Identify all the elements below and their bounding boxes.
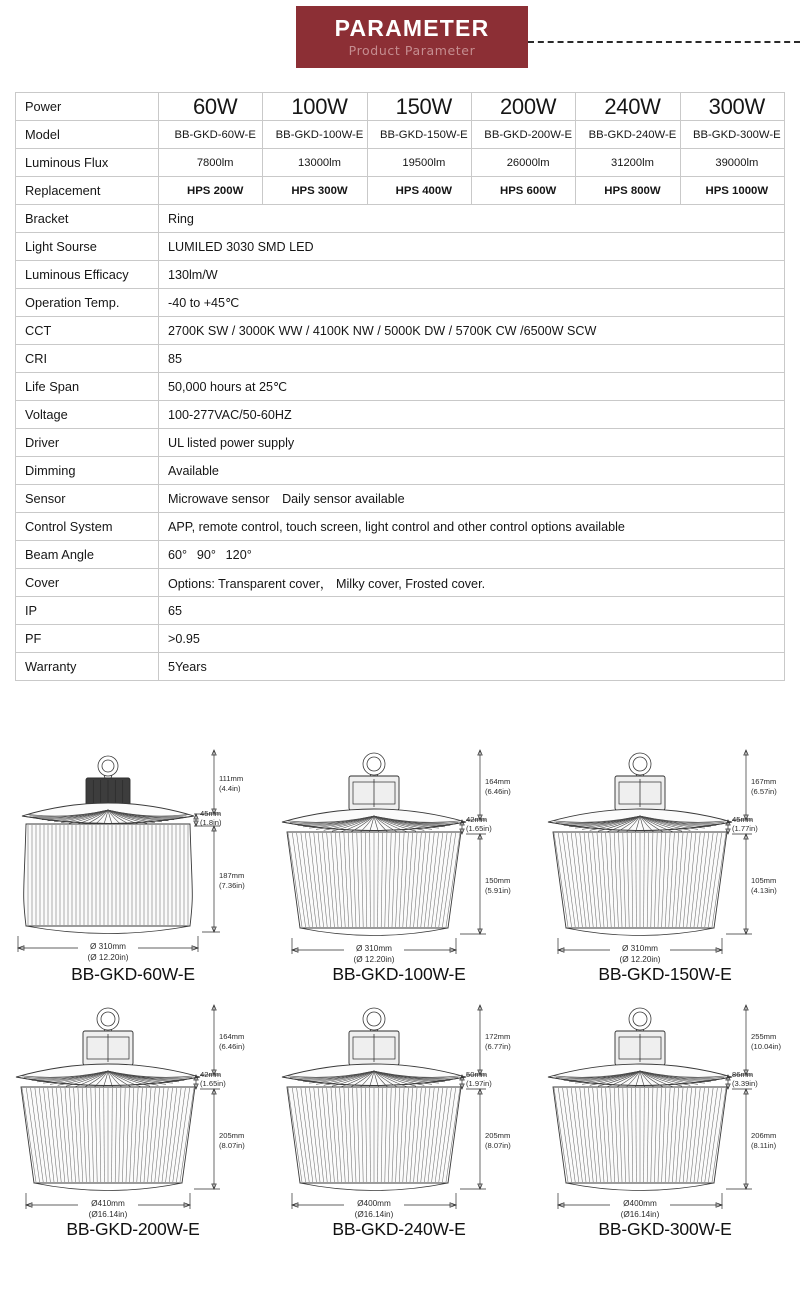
table-row [16, 93, 785, 121]
dim-mid-in: (1.97in) [466, 1079, 492, 1088]
row-label: Luminous Efficacy [16, 261, 159, 289]
dim-top-mm: 172mm [485, 1032, 511, 1041]
dim-mid-in: (1.8in) [200, 818, 222, 827]
row-label: CRI [16, 345, 159, 373]
dimension-drawing [0, 730, 266, 968]
row-label: Replacement [16, 177, 159, 205]
banner-subtitle: Product Parameter [348, 43, 476, 59]
table-row [16, 317, 785, 345]
row-label: Warranty [16, 653, 159, 681]
dim-diameter-in: (Ø 12.20in) [353, 955, 395, 964]
row-value: Available [159, 457, 785, 485]
cell-power-2: 150W [367, 93, 471, 121]
table-row [16, 457, 785, 485]
diagram-model-label: BB-GKD-100W-E [332, 964, 466, 984]
cell-model-2: BB-GKD-150W-E [367, 121, 471, 149]
dim-diameter-mm: Ø400mm [357, 1199, 391, 1208]
dim-top-in: (6.57in) [751, 787, 777, 796]
cell-rep-5: HPS 1000W [680, 177, 784, 205]
dim-top-mm: 167mm [751, 777, 777, 786]
table-row [16, 653, 785, 681]
cell-model-5: BB-GKD-300W-E [680, 121, 784, 149]
table-row [16, 625, 785, 653]
dim-top-in: (6.77in) [485, 1042, 511, 1051]
row-value: Ring [159, 205, 785, 233]
row-value: 5Years [159, 653, 785, 681]
row-label: Dimming [16, 457, 159, 485]
product-diagram-bb-gkd-150w-e [532, 730, 798, 985]
dim-bottom-in: (8.07in) [485, 1141, 511, 1150]
row-value: 2700K SW / 3000K WW / 4100K NW / 5000K DW / 5700K CW /6500W SCW [159, 317, 785, 345]
row-value: -40 to +45℃ [159, 289, 785, 317]
cell-model-3: BB-GKD-200W-E [471, 121, 575, 149]
cell-power-5: 300W [680, 93, 784, 121]
diagram-model-label: BB-GKD-300W-E [598, 1219, 732, 1239]
row-label: Beam Angle [16, 541, 159, 569]
dim-diameter-mm: Ø 310mm [356, 944, 392, 953]
row-label: Bracket [16, 205, 159, 233]
row-label: PF [16, 625, 159, 653]
cell-model-4: BB-GKD-240W-E [576, 121, 680, 149]
row-label: Cover [16, 569, 159, 597]
dim-top-mm: 111mm [219, 774, 244, 783]
row-value: 100-277VAC/50-60HZ [159, 401, 785, 429]
dim-mid-mm: 45mm [732, 815, 754, 824]
dim-top-mm: 255mm [751, 1032, 777, 1041]
row-value: 130lm/W [159, 261, 785, 289]
dim-mid-mm: 86mm [732, 1070, 754, 1079]
dim-mid-in: (1.65in) [200, 1079, 226, 1088]
dim-diameter-in: (Ø 12.20in) [87, 953, 129, 962]
row-value: 50,000 hours at 25℃ [159, 373, 785, 401]
dimension-drawing [266, 730, 532, 968]
table-row [16, 345, 785, 373]
dim-mid-mm: 42mm [466, 815, 488, 824]
row-label: Light Sourse [16, 233, 159, 261]
cell-power-0: 60W [159, 93, 263, 121]
header-banner-area [0, 0, 800, 76]
dim-top-in: (6.46in) [485, 787, 511, 796]
cell-flux-0: 7800lm [159, 149, 263, 177]
dim-mid-mm: 50mm [466, 1070, 488, 1079]
cell-power-4: 240W [576, 93, 680, 121]
table-row [16, 121, 785, 149]
table-row [16, 569, 785, 597]
cell-flux-2: 19500lm [367, 149, 471, 177]
row-label: Luminous Flux [16, 149, 159, 177]
cell-rep-1: HPS 300W [263, 177, 367, 205]
dim-top-mm: 164mm [219, 1032, 245, 1041]
cell-flux-3: 26000lm [471, 149, 575, 177]
row-label: Voltage [16, 401, 159, 429]
dim-bottom-mm: 105mm [751, 876, 777, 885]
dim-bottom-mm: 205mm [219, 1131, 245, 1140]
parameter-banner [296, 6, 528, 68]
banner-dashed-rule [528, 41, 800, 43]
row-label: Life Span [16, 373, 159, 401]
row-label: Model [16, 121, 159, 149]
dim-diameter-in: (Ø16.14in) [88, 1210, 128, 1219]
dim-mid-in: (1.65in) [466, 824, 492, 833]
cell-flux-1: 13000lm [263, 149, 367, 177]
row-value: 65 [159, 597, 785, 625]
dim-bottom-mm: 187mm [219, 871, 245, 880]
cell-model-1: BB-GKD-100W-E [263, 121, 367, 149]
table-row [16, 513, 785, 541]
dim-bottom-in: (7.36in) [219, 881, 245, 890]
product-diagram-bb-gkd-100w-e [266, 730, 532, 985]
dimension-drawing [532, 985, 798, 1223]
dimension-drawing [266, 985, 532, 1223]
specification-table-container [15, 92, 785, 681]
table-row [16, 401, 785, 429]
table-row [16, 233, 785, 261]
product-dimension-diagrams [0, 730, 800, 1240]
cell-power-3: 200W [471, 93, 575, 121]
row-value: Microwave sensor Daily sensor available [159, 485, 785, 513]
diagram-model-label: BB-GKD-240W-E [332, 1219, 466, 1239]
row-value: APP, remote control, touch screen, light control and other control options available [159, 513, 785, 541]
dim-mid-mm: 45mm [200, 809, 222, 818]
row-label: Driver [16, 429, 159, 457]
product-diagram-bb-gkd-240w-e [266, 985, 532, 1240]
row-label: Power [16, 93, 159, 121]
dim-mid-in: (3.39in) [732, 1079, 758, 1088]
table-row [16, 597, 785, 625]
cell-rep-0: HPS 200W [159, 177, 263, 205]
dim-diameter-in: (Ø16.14in) [354, 1210, 394, 1219]
specification-table [15, 92, 785, 681]
row-value: 85 [159, 345, 785, 373]
product-diagram-bb-gkd-300w-e [532, 985, 798, 1240]
table-row [16, 289, 785, 317]
diagram-row-bottom [0, 985, 800, 1240]
cell-model-0: BB-GKD-60W-E [159, 121, 263, 149]
dim-top-in: (6.46in) [219, 1042, 245, 1051]
dim-diameter-mm: Ø410mm [91, 1199, 125, 1208]
row-label: CCT [16, 317, 159, 345]
dim-bottom-in: (8.11in) [751, 1141, 777, 1150]
dim-bottom-mm: 206mm [751, 1131, 777, 1140]
table-row [16, 149, 785, 177]
row-value: Options: Transparent cover， Milky cover, Frosted cover. [159, 569, 785, 597]
table-body [16, 93, 785, 681]
dim-diameter-in: (Ø16.14in) [620, 1210, 660, 1219]
dim-diameter-mm: Ø 310mm [622, 944, 658, 953]
diagram-model-label: BB-GKD-60W-E [71, 964, 195, 984]
row-label: Control System [16, 513, 159, 541]
product-diagram-bb-gkd-60w-e [0, 730, 266, 985]
dim-bottom-in: (8.07in) [219, 1141, 245, 1150]
dim-bottom-mm: 150mm [485, 876, 511, 885]
dimension-drawing [0, 985, 266, 1223]
row-value: UL listed power supply [159, 429, 785, 457]
product-diagram-bb-gkd-200w-e [0, 985, 266, 1240]
dim-diameter-mm: Ø400mm [623, 1199, 657, 1208]
diagram-model-label: BB-GKD-150W-E [598, 964, 732, 984]
diagram-model-label: BB-GKD-200W-E [66, 1219, 200, 1239]
row-label: IP [16, 597, 159, 625]
row-label: Operation Temp. [16, 289, 159, 317]
dim-diameter-mm: Ø 310mm [90, 942, 126, 951]
dim-mid-mm: 42mm [200, 1070, 222, 1079]
cell-rep-4: HPS 800W [576, 177, 680, 205]
banner-title: PARAMETER [334, 14, 490, 41]
cell-power-1: 100W [263, 93, 367, 121]
table-row [16, 261, 785, 289]
row-value: >0.95 [159, 625, 785, 653]
table-row [16, 373, 785, 401]
dim-bottom-in: (5.91in) [485, 886, 511, 895]
table-row [16, 541, 785, 569]
diagram-row-top [0, 730, 800, 985]
dim-mid-in: (1.77in) [732, 824, 758, 833]
table-row [16, 177, 785, 205]
dim-top-in: (4.4in) [219, 784, 241, 793]
dim-diameter-in: (Ø 12.20in) [619, 955, 661, 964]
dim-bottom-mm: 205mm [485, 1131, 511, 1140]
row-label: Sensor [16, 485, 159, 513]
dim-top-mm: 164mm [485, 777, 511, 786]
row-value: LUMILED 3030 SMD LED [159, 233, 785, 261]
cell-flux-5: 39000lm [680, 149, 784, 177]
table-row [16, 205, 785, 233]
cell-rep-3: HPS 600W [471, 177, 575, 205]
row-value: 60° 90° 120° [159, 541, 785, 569]
table-row [16, 485, 785, 513]
table-row [16, 429, 785, 457]
cell-rep-2: HPS 400W [367, 177, 471, 205]
dim-bottom-in: (4.13in) [751, 886, 777, 895]
dim-top-in: (10.04in) [751, 1042, 781, 1051]
dimension-drawing [532, 730, 798, 968]
cell-flux-4: 31200lm [576, 149, 680, 177]
